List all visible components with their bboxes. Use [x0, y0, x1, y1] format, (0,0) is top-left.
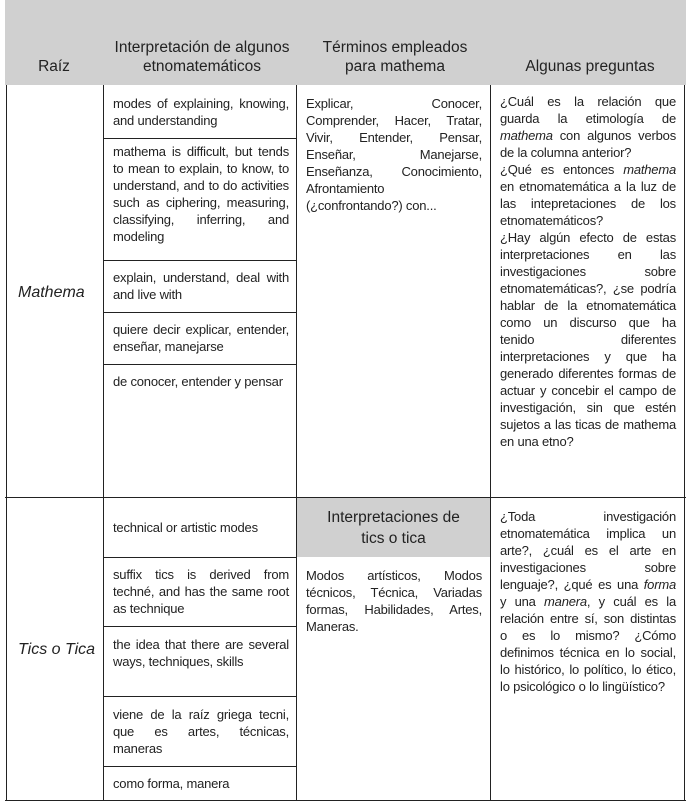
header-interpretacion: Interpretación de algunos etnomatemáticos — [114, 39, 290, 75]
header-terminos: Términos empleados para mathema — [322, 39, 468, 75]
interpretation-cell: viene de la raíz griega tecni, que es artes, técnicas, maneras — [113, 707, 289, 756]
question-italic: manera — [544, 594, 587, 609]
root-mathema: Mathema — [18, 284, 85, 301]
question-text: ¿Toda investigación etnomatemática implica un arte?, ¿cuál es el arte en investigaciones sobre lenguaje?, ¿qué es una — [500, 509, 676, 592]
question-text: ¿Cuál es la relación que guarda la etimología de — [500, 94, 676, 126]
interpretation-cell: suffix tics is derived from techné, and has the same root as technique — [113, 567, 289, 616]
divider — [103, 312, 297, 313]
question-text: con algunos verbos de la columna anterior? — [500, 128, 676, 160]
question-italic: forma — [643, 577, 676, 592]
question-text: ¿Hay algún efecto de estas interpretaciones en las investigaciones sobre etnomatemáticas?, ¿se podría hablar de la etnomatemática como un discurso que ha tenido diferentes interpretaciones y que ha generado diferentes formas de actuar y concebir el campo de investigación, sin que estén sujetos a las ticas de mathema en una etno? — [500, 230, 676, 449]
interpretation-cell: mathema is difficult, but tends to mean to explain, to know, to understand, and to do activities such as ciphering, measuring, classifying, inferring, and modeling — [113, 144, 289, 244]
divider — [103, 696, 297, 697]
interpretation-cell: quiere decir explicar, entender, enseñar, manejarse — [113, 322, 289, 354]
table-header — [5, 0, 686, 85]
interpretation-cell: modes of explaining, knowing, and understanding — [113, 96, 289, 128]
divider — [103, 138, 297, 139]
divider — [103, 557, 297, 558]
interpretation-cell: como forma, manera — [113, 776, 230, 791]
divider — [103, 766, 297, 767]
interpretation-cell: de conocer, entender y pensar — [113, 374, 283, 389]
questions-cell — [490, 508, 684, 695]
divider — [5, 800, 686, 801]
interpretation-cell: explain, understand, deal with and live with — [113, 270, 289, 302]
question-italic: mathema — [500, 128, 553, 143]
question-text: , y cuál es la relación entre sí, son distintas o es lo mismo? ¿Cómo definimos técnica en lo social, lo histórico, lo político, lo ético, lo psicológico o lo lingüístico? — [500, 594, 676, 694]
terms-cell: Modos artísticos, Modos técnicos, Técnica, Variadas formas, Habilidades, Artes, Maneras. — [306, 568, 482, 634]
header-raiz: Raíz — [38, 58, 70, 75]
terms-cell: Explicar, Conocer, Comprender, Hacer, Tratar, Vivir, Entender, Pensar, Enseñar, Manejarse, Enseñanza, Conocimiento, Afrontamiento (¿confrontando?) con... — [306, 96, 482, 213]
question-italic: mathema — [623, 162, 676, 177]
divider — [6, 85, 7, 801]
header-preguntas: Algunas preguntas — [525, 58, 655, 75]
question-text: y una — [500, 594, 545, 609]
terms-subheader: Interpretaciones de tics o tica — [297, 498, 490, 557]
divider — [103, 260, 297, 261]
root-tics: Tics o Tica — [18, 641, 96, 658]
divider — [103, 626, 297, 627]
interpretation-cell: the idea that there are several ways, techniques, skills — [113, 637, 289, 669]
questions-cell — [490, 93, 684, 450]
question-text: ¿Qué es entonces — [500, 162, 624, 177]
divider — [103, 364, 297, 365]
question-text: en etnomatemática a la luz de las intepretaciones de los etnomatemáticos? — [500, 179, 676, 228]
divider — [684, 85, 685, 801]
interpretation-cell: technical or artistic modes — [113, 520, 258, 535]
